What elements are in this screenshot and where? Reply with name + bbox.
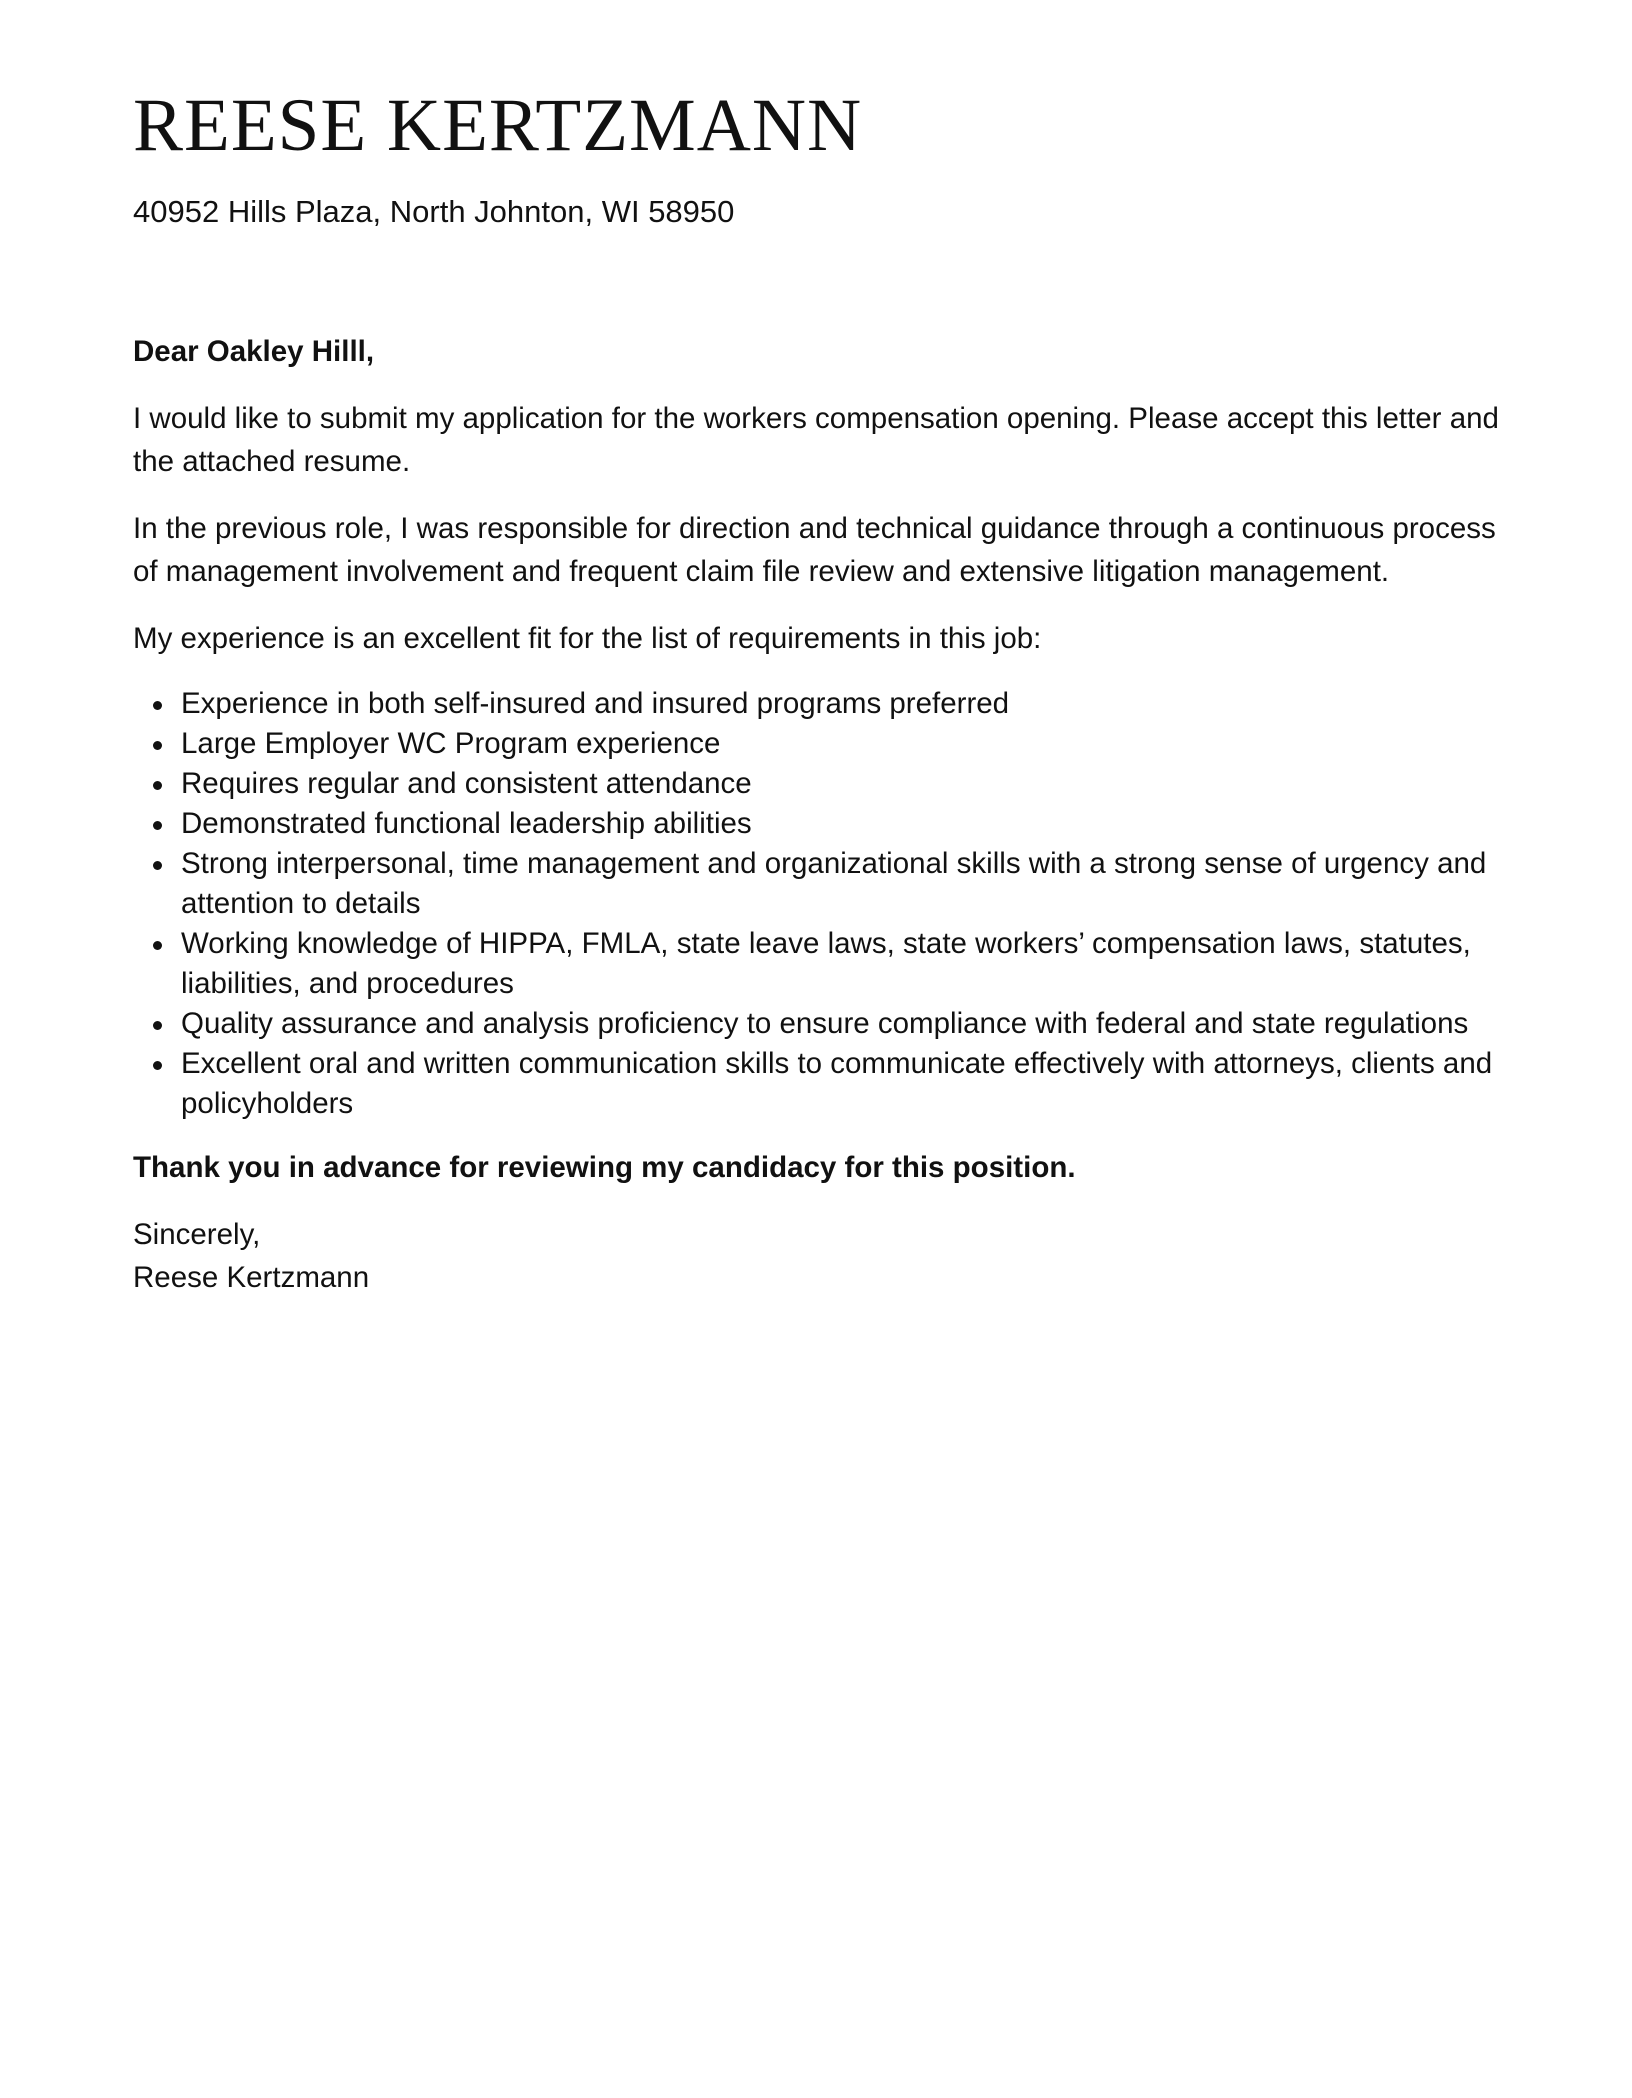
list-item-text: Quality assurance and analysis proficiency to ensure compliance with federal and state regulations (181, 1007, 1469, 1040)
paragraph-requirements-intro: My experience is an excellent fit for the list of requirements in this job: (133, 622, 1042, 655)
bullet-icon (153, 821, 162, 830)
list-item (133, 844, 1513, 924)
requirements-list (133, 684, 1513, 1124)
list-item-text: Demonstrated functional leadership abilities (181, 807, 752, 840)
bullet-icon (153, 781, 162, 790)
list-item (133, 1004, 1513, 1044)
signoff-block (133, 1213, 1513, 1299)
salutation: Dear Oakley Hilll, (133, 335, 375, 368)
letter-body (133, 330, 1513, 1323)
bullet-icon (153, 941, 162, 950)
paragraph-experience: In the previous role, I was responsible for direction and technical guidance through a continuous process of management involvement and frequent claim file review and extensive litigation management. (133, 512, 1496, 588)
signature-name: Reese Kertzmann (133, 1261, 370, 1294)
list-item-text: Experience in both self-insured and insured programs preferred (181, 687, 1010, 720)
list-item-text: Large Employer WC Program experience (181, 727, 721, 760)
list-item (133, 804, 1513, 844)
list-item-text: Requires regular and consistent attendance (181, 767, 752, 800)
list-item-text: Working knowledge of HIPPA, FMLA, state leave laws, state workers’ compensation laws, statutes, liabilities, and procedures (181, 927, 1471, 1000)
applicant-name: REESE KERTZMANN (133, 84, 863, 167)
signoff: Sincerely, (133, 1218, 261, 1251)
list-item-text: Strong interpersonal, time management and organizational skills with a strong sense of urgency and attention to details (181, 847, 1487, 920)
list-item (133, 684, 1513, 724)
list-item-text: Excellent oral and written communication skills to communicate effectively with attorneys, clients and policyholders (181, 1047, 1493, 1120)
list-item (133, 1044, 1513, 1124)
bullet-icon (153, 741, 162, 750)
list-item (133, 764, 1513, 804)
list-item (133, 924, 1513, 1004)
bullet-icon (153, 701, 162, 710)
paragraph-intro: I would like to submit my application for the workers compensation opening. Please accept this letter and the attached resume. (133, 402, 1499, 478)
bullet-icon (153, 1021, 162, 1030)
closing-statement: Thank you in advance for reviewing my candidacy for this position. (133, 1151, 1076, 1184)
list-item (133, 724, 1513, 764)
bullet-icon (153, 1061, 162, 1070)
bullet-icon (153, 861, 162, 870)
applicant-address: 40952 Hills Plaza, North Johnton, WI 58950 (133, 194, 735, 229)
